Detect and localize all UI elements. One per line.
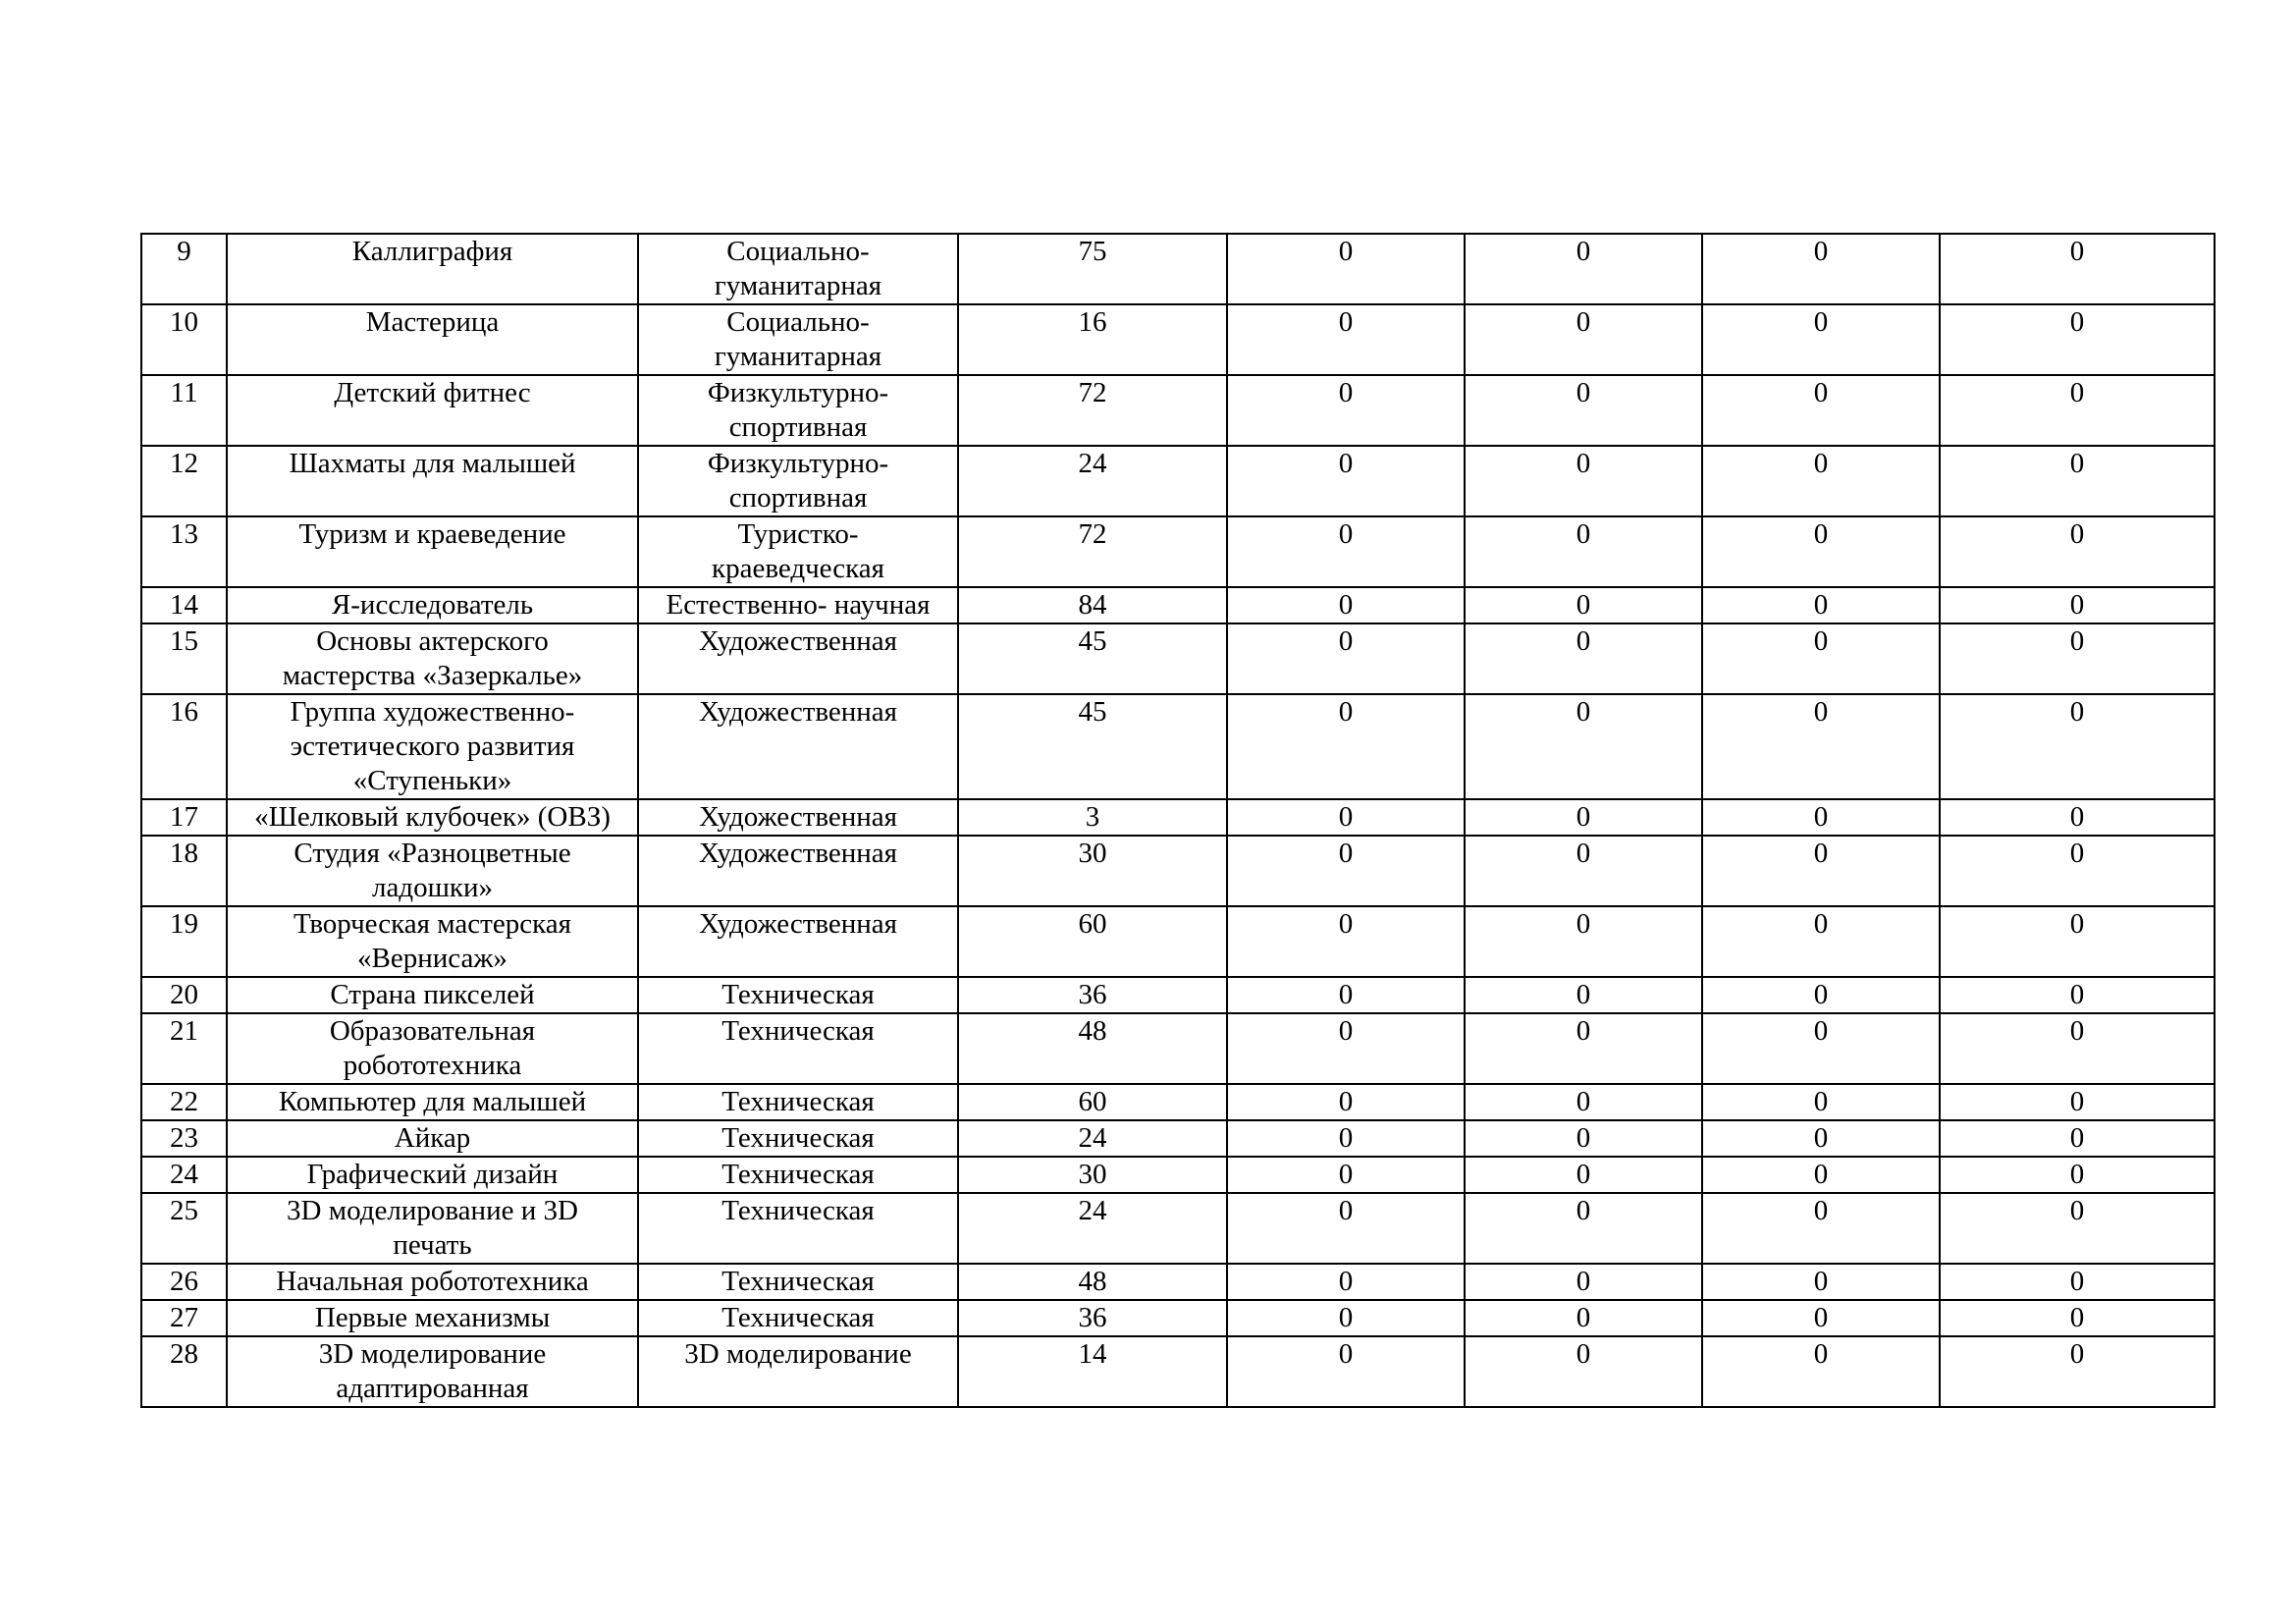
direction-cell: Техническая [638,1193,958,1264]
value-cell-7: 0 [1702,977,1940,1013]
table-row [141,234,2215,304]
row-number-cell: 13 [141,516,227,587]
value-cell-7: 0 [1702,1120,1940,1157]
count-cell: 48 [958,1264,1227,1300]
program-name-cell: Детский фитнес [227,375,638,446]
value-cell-5: 0 [1227,1084,1465,1120]
value-cell-7: 0 [1702,906,1940,977]
value-cell-7: 0 [1702,1336,1940,1407]
program-name-cell: 3D моделирование и 3D печать [227,1193,638,1264]
direction-cell: Техническая [638,1157,958,1193]
direction-cell: Художественная [638,906,958,977]
value-cell-5: 0 [1227,623,1465,694]
count-cell: 16 [958,304,1227,375]
table-row [141,446,2215,516]
value-cell-5: 0 [1227,375,1465,446]
value-cell-5: 0 [1227,836,1465,906]
value-cell-6: 0 [1465,694,1702,799]
value-cell-6: 0 [1465,1193,1702,1264]
value-cell-8: 0 [1940,836,2215,906]
value-cell-6: 0 [1465,516,1702,587]
row-number-cell: 10 [141,304,227,375]
table-row [141,1193,2215,1264]
row-number-cell: 22 [141,1084,227,1120]
value-cell-5: 0 [1227,304,1465,375]
row-number-cell: 19 [141,906,227,977]
value-cell-7: 0 [1702,694,1940,799]
row-number-cell: 26 [141,1264,227,1300]
value-cell-5: 0 [1227,1013,1465,1084]
value-cell-7: 0 [1702,1193,1940,1264]
value-cell-8: 0 [1940,1264,2215,1300]
value-cell-6: 0 [1465,1336,1702,1407]
direction-cell: Художественная [638,623,958,694]
count-cell: 45 [958,623,1227,694]
direction-cell: Художественная [638,836,958,906]
row-number-cell: 12 [141,446,227,516]
table-row [141,799,2215,836]
value-cell-8: 0 [1940,1193,2215,1264]
value-cell-8: 0 [1940,906,2215,977]
value-cell-7: 0 [1702,1084,1940,1120]
value-cell-7: 0 [1702,799,1940,836]
value-cell-7: 0 [1702,1300,1940,1336]
row-number-cell: 11 [141,375,227,446]
value-cell-8: 0 [1940,304,2215,375]
table-row [141,516,2215,587]
value-cell-6: 0 [1465,304,1702,375]
value-cell-7: 0 [1702,1013,1940,1084]
value-cell-8: 0 [1940,1336,2215,1407]
direction-cell: Естественно- научная [638,587,958,623]
value-cell-6: 0 [1465,375,1702,446]
table-row [141,623,2215,694]
value-cell-8: 0 [1940,1084,2215,1120]
table-row [141,1084,2215,1120]
value-cell-8: 0 [1940,375,2215,446]
direction-cell: Техническая [638,1120,958,1157]
count-cell: 60 [958,1084,1227,1120]
value-cell-8: 0 [1940,234,2215,304]
table-row [141,1264,2215,1300]
count-cell: 30 [958,1157,1227,1193]
program-name-cell: Студия «Разноцветные ладошки» [227,836,638,906]
program-name-cell: Я-исследователь [227,587,638,623]
program-name-cell: Туризм и краеведение [227,516,638,587]
table-row [141,1120,2215,1157]
value-cell-8: 0 [1940,1157,2215,1193]
count-cell: 24 [958,1120,1227,1157]
value-cell-8: 0 [1940,1300,2215,1336]
value-cell-5: 0 [1227,516,1465,587]
direction-cell: Туристко- краеведческая [638,516,958,587]
program-name-cell: Мастерица [227,304,638,375]
value-cell-6: 0 [1465,1084,1702,1120]
direction-cell: Техническая [638,1300,958,1336]
value-cell-5: 0 [1227,1120,1465,1157]
value-cell-6: 0 [1465,1300,1702,1336]
value-cell-8: 0 [1940,977,2215,1013]
table-row [141,977,2215,1013]
program-name-cell: Начальная робототехника [227,1264,638,1300]
table-row [141,906,2215,977]
direction-cell: Техническая [638,977,958,1013]
value-cell-7: 0 [1702,623,1940,694]
value-cell-7: 0 [1702,375,1940,446]
program-name-cell: Страна пикселей [227,977,638,1013]
count-cell: 36 [958,1300,1227,1336]
value-cell-5: 0 [1227,906,1465,977]
value-cell-7: 0 [1702,516,1940,587]
value-cell-5: 0 [1227,1300,1465,1336]
table-row [141,587,2215,623]
value-cell-5: 0 [1227,587,1465,623]
value-cell-5: 0 [1227,1193,1465,1264]
row-number-cell: 25 [141,1193,227,1264]
direction-cell: 3D моделирование [638,1336,958,1407]
value-cell-6: 0 [1465,623,1702,694]
row-number-cell: 28 [141,1336,227,1407]
table-row [141,836,2215,906]
count-cell: 75 [958,234,1227,304]
program-name-cell: Графический дизайн [227,1157,638,1193]
value-cell-5: 0 [1227,1336,1465,1407]
value-cell-5: 0 [1227,977,1465,1013]
count-cell: 72 [958,516,1227,587]
program-name-cell: Основы актерского мастерства «Зазеркалье» [227,623,638,694]
value-cell-7: 0 [1702,234,1940,304]
direction-cell: Социально- гуманитарная [638,304,958,375]
count-cell: 45 [958,694,1227,799]
value-cell-7: 0 [1702,587,1940,623]
value-cell-6: 0 [1465,1157,1702,1193]
table-row [141,1300,2215,1336]
row-number-cell: 21 [141,1013,227,1084]
row-number-cell: 24 [141,1157,227,1193]
value-cell-8: 0 [1940,799,2215,836]
value-cell-8: 0 [1940,516,2215,587]
table-row [141,304,2215,375]
value-cell-7: 0 [1702,304,1940,375]
value-cell-6: 0 [1465,906,1702,977]
program-name-cell: Айкар [227,1120,638,1157]
value-cell-8: 0 [1940,1013,2215,1084]
value-cell-7: 0 [1702,836,1940,906]
value-cell-7: 0 [1702,1264,1940,1300]
value-cell-6: 0 [1465,1013,1702,1084]
direction-cell: Техническая [638,1084,958,1120]
value-cell-8: 0 [1940,446,2215,516]
value-cell-5: 0 [1227,1264,1465,1300]
direction-cell: Художественная [638,799,958,836]
row-number-cell: 20 [141,977,227,1013]
value-cell-6: 0 [1465,1120,1702,1157]
program-name-cell: Шахматы для малышей [227,446,638,516]
value-cell-6: 0 [1465,1264,1702,1300]
value-cell-5: 0 [1227,234,1465,304]
value-cell-5: 0 [1227,694,1465,799]
program-name-cell: Образовательная робототехника [227,1013,638,1084]
direction-cell: Физкультурно- спортивная [638,375,958,446]
value-cell-8: 0 [1940,1120,2215,1157]
direction-cell: Физкультурно- спортивная [638,446,958,516]
direction-cell: Социально- гуманитарная [638,234,958,304]
program-name-cell: Каллиграфия [227,234,638,304]
program-name-cell: «Шелковый клубочек» (ОВЗ) [227,799,638,836]
value-cell-5: 0 [1227,446,1465,516]
row-number-cell: 15 [141,623,227,694]
row-number-cell: 9 [141,234,227,304]
row-number-cell: 14 [141,587,227,623]
count-cell: 84 [958,587,1227,623]
count-cell: 24 [958,1193,1227,1264]
value-cell-5: 0 [1227,1157,1465,1193]
table-row [141,1336,2215,1407]
count-cell: 14 [958,1336,1227,1407]
value-cell-6: 0 [1465,836,1702,906]
row-number-cell: 18 [141,836,227,906]
count-cell: 48 [958,1013,1227,1084]
table-row [141,375,2215,446]
count-cell: 60 [958,906,1227,977]
count-cell: 72 [958,375,1227,446]
direction-cell: Техническая [638,1264,958,1300]
value-cell-6: 0 [1465,446,1702,516]
value-cell-6: 0 [1465,799,1702,836]
value-cell-6: 0 [1465,977,1702,1013]
program-name-cell: Компьютер для малышей [227,1084,638,1120]
value-cell-5: 0 [1227,799,1465,836]
value-cell-7: 0 [1702,1157,1940,1193]
value-cell-8: 0 [1940,587,2215,623]
table-body [141,234,2215,1407]
count-cell: 36 [958,977,1227,1013]
count-cell: 30 [958,836,1227,906]
value-cell-8: 0 [1940,694,2215,799]
table-row [141,1157,2215,1193]
value-cell-8: 0 [1940,623,2215,694]
program-name-cell: 3D моделирование адаптированная [227,1336,638,1407]
program-name-cell: Первые механизмы [227,1300,638,1336]
count-cell: 24 [958,446,1227,516]
row-number-cell: 17 [141,799,227,836]
direction-cell: Техническая [638,1013,958,1084]
count-cell: 3 [958,799,1227,836]
direction-cell: Художественная [638,694,958,799]
value-cell-6: 0 [1465,587,1702,623]
value-cell-6: 0 [1465,234,1702,304]
program-name-cell: Группа художественно- эстетического развития «Ступеньки» [227,694,638,799]
program-name-cell: Творческая мастерская «Вернисаж» [227,906,638,977]
table-row [141,694,2215,799]
programs-table [140,233,2216,1408]
row-number-cell: 27 [141,1300,227,1336]
row-number-cell: 16 [141,694,227,799]
value-cell-7: 0 [1702,446,1940,516]
table-row [141,1013,2215,1084]
row-number-cell: 23 [141,1120,227,1157]
